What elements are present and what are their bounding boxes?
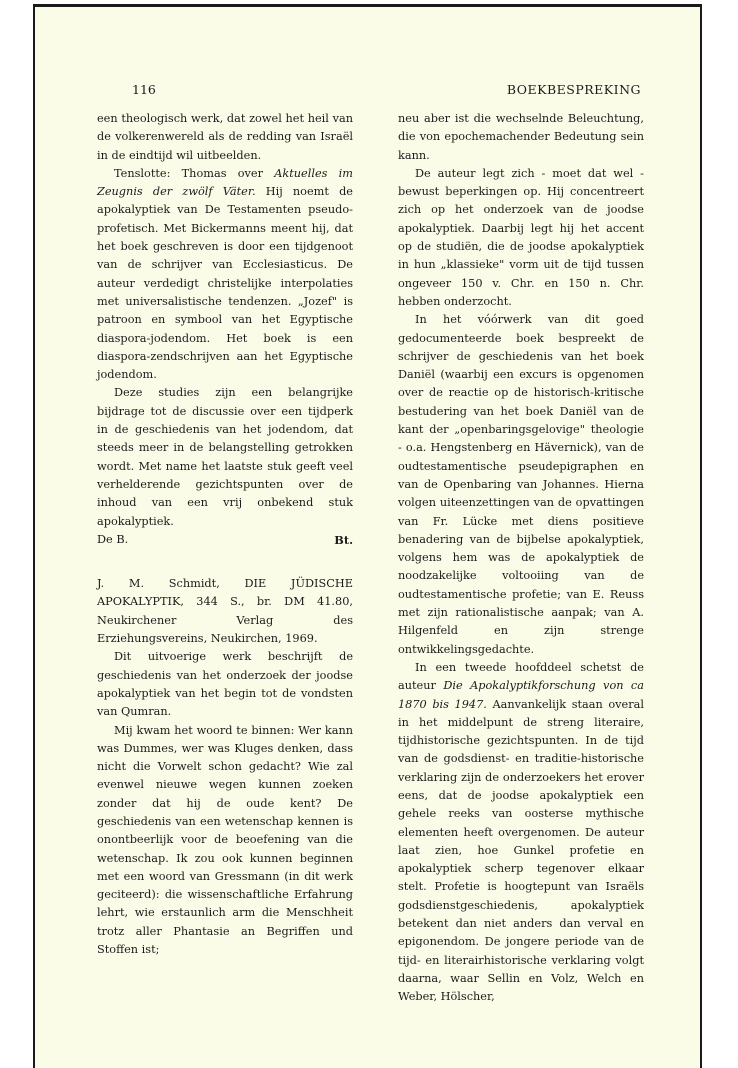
reviewer-signature (97, 531, 353, 549)
paragraph: In een tweede hoofddeel schetst de auteur Die Apokalyptikforschung von ca 1870 bis 1947. Aanvankelijk staan overal in het middelpunt de streng literaire, tijdhistorische gezichtspunten. In de tijd van de godsdienst- en traditie-historische verklaring zijn de onderzoekers het erover eens, dat de joodse apokalyptiek een gehele reeks van oosterse mythische elementen heeft overgenomen. De auteur laat zien, hoe Gunkel profetie en apokalyptiek scherp tegenover elkaar stelt. Profetie is hoogtepunt van Israëls godsdienstgeschiedenis, apokalyptiek betekent dan niet anders dan verval en epigonendom. De jongere periode van de tijd- en literairhistorische verklaring volgt daarna, waar Sellin en Volz, Welch en Weber, Hölscher, (398, 660, 644, 1004)
paragraph: De auteur legt zich - moet dat wel - bewust beperkingen op. Hij concentreert zich op het onderzoek van de joodse apokalyptiek. Daarbij legt hij het accent op de studiën, die de joodse apokalyptiek in hun „klassieke" vorm uit de tijd tussen ongeveer 150 v. Chr. en 150 n. Chr. hebben onderzocht. (398, 166, 644, 308)
right-column (398, 110, 644, 1007)
page-number: 116 (132, 82, 156, 97)
paragraph: Mij kwam het woord te binnen: Wer kann was Dummes, wer was Kluges denken, dass nicht die Vorwelt schon gedacht? Wie zal evenwel nieuwe wegen kunnen zoeken zonder dat hij de oude kent? De geschiedenis van een wetenschap kennen is onontbeerlijk voor de beoefening van die wetenschap. Ik zou ook kunnen beginnen met een woord van Gressmann (in dit werk geciteerd): die wissenschaftliche Erfahrung lehrt, wie erstaunlich arm die Menschheit trotz aller Phantasie an Begriffen und Stoffen ist; (97, 723, 353, 957)
left-column (97, 110, 353, 959)
paragraph: In het vóórwerk van dit goed gedocumenteerde boek bespreekt de schrijver de geschiedenis van het boek Daniël (waarbij een excurs is opgenomen over de reactie op de historisch-kritische bestudering van het boek Daniël van de kant der „openbaringsgelovige" theologie - o.a. Hengstenberg en Hävernick), van de oudtestamentische pseudepigraphen en van de Openbaring van Johannes. Hierna volgen uiteenzettingen van de opvattingen van Fr. Lücke met diens positieve benadering van de bijbelse apokalyptiek, volgens hem was de apokalyptiek de noodzakelijke voltooiing van de oudtestamentische profetie; van E. Reuss met zijn rationalistische aanpak; van A. Hilgenfeld en zijn strenge ontwikkelingsgedachte. (398, 313, 644, 656)
book-title: Die Apokalyptikforschung von ca 1870 bis 1947. (398, 679, 644, 711)
paragraph: neu aber ist die wechselnde Beleuchtung, die von epochemachender Bedeutung sein kann. (398, 112, 644, 162)
running-title: BOEKBESPREKING (506, 82, 641, 97)
signature-initials: Bt. (334, 532, 353, 547)
paragraph: een theologisch werk, dat zowel het heil van de volkerenwereld als de redding van Israël in de eindtijd wil uitbeelden. (97, 112, 353, 162)
book-title: Aktuelles im Zeugnis der zwölf Väter. (97, 166, 353, 199)
paragraph: Dit uitvoerige werk beschrijft de geschiedenis van het onderzoek der joodse apokalyptiek van het begin tot de vondsten van Qumran. (97, 650, 353, 719)
bibliographic-entry: J. M. Schmidt, DIE JÜDISCHE APOKALYPTIK, 344 S., br. DM 41.80, Neukirchener Verlag des Erziehungsvereins, Neukirchen, 1969. (97, 577, 353, 646)
paragraph: Deze studies zijn een belangrijke bijdrage tot de discussie over een tijdperk in de geschiedenis van het jodendom, dat steeds meer in de belangstelling getrokken wordt. Met name het laatste stuk geeft veel verhelderende gezichtspunten over de inhoud van een vrij onbekend stuk apokalyptiek. (97, 386, 353, 528)
paragraph: Tenslotte: Thomas over Aktuelles im Zeugnis der zwölf Väter. Hij noemt de apokalyptiek van De Testamenten pseudo-profetisch. Met Bickermanns meent hij, dat het boek geschreven is door een tijdgenoot van de schrijver van Ecclesiasticus. De auteur verdedigt christelijke interpolaties met universalistische tendenzen. „Jozef" is patroon en symbool van het Egyptische diaspora-jodendom. Het boek is een diaspora-zendschrijven aan het Egyptische jodendom. (97, 166, 353, 382)
signature-place: De B. (97, 532, 129, 546)
